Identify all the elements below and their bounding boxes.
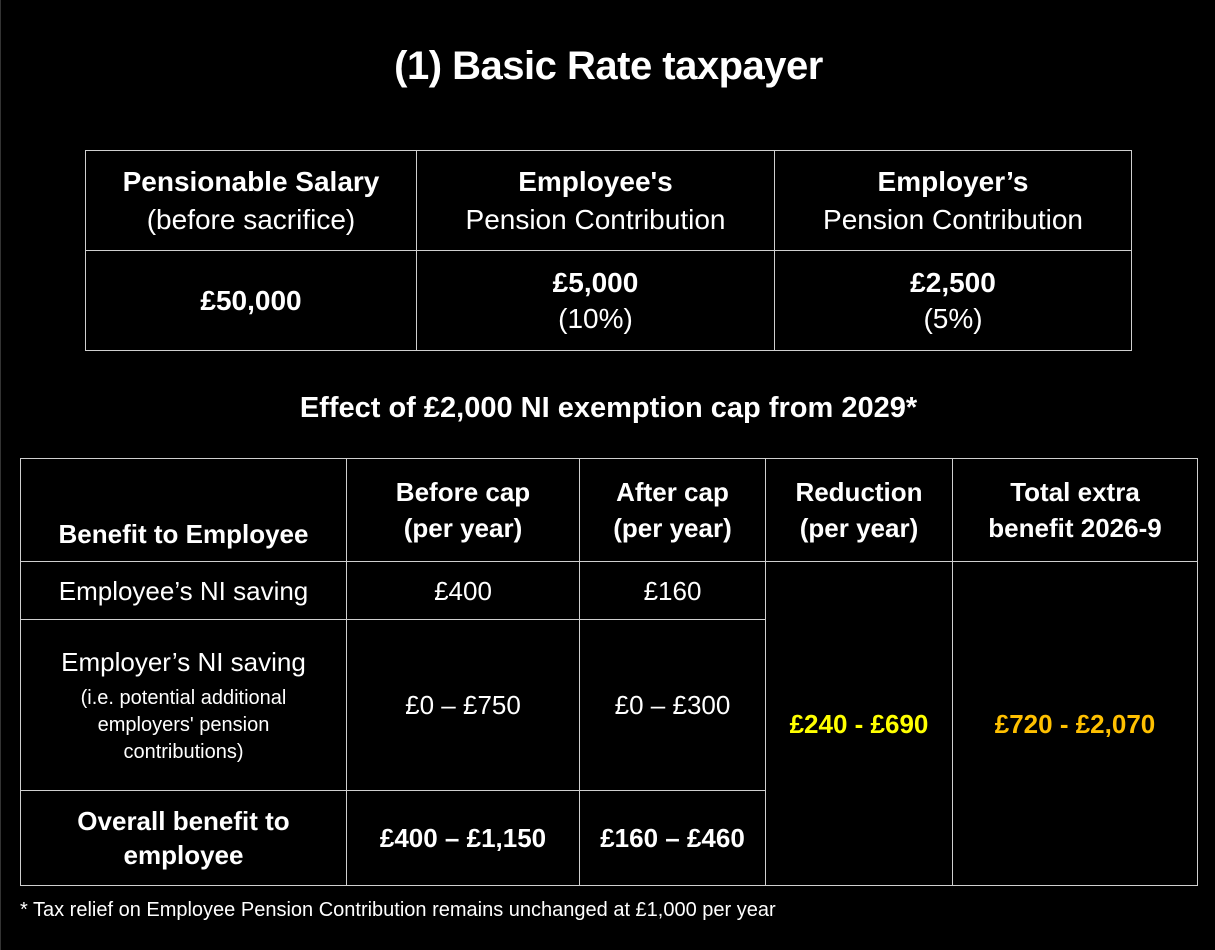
header-benefit-label: Benefit to Employee (58, 519, 309, 549)
total-extra-value: £720 - £2,070 (953, 562, 1198, 886)
before-cap-value: £0 – £750 (347, 620, 580, 791)
footnote: * Tax relief on Employee Pension Contribution remains unchanged at £1,000 per year (20, 899, 776, 921)
summary-header-row (86, 151, 1132, 251)
header-after-line2: (per year) (613, 513, 732, 543)
row-note: (i.e. potential additional employers' pension contributions) (80, 686, 287, 763)
row-label: Employee’s NI saving (21, 562, 347, 620)
employer-contribution-pct: (5%) (923, 302, 983, 334)
table-row (21, 562, 1198, 620)
employer-contribution-amount: £2,500 (910, 266, 996, 298)
header-reduction-line2: (per year) (799, 513, 919, 543)
employee-contribution-amount: £5,000 (552, 266, 639, 298)
salary-value (86, 251, 417, 351)
row-label-cell (21, 620, 347, 791)
employee-contribution-value (417, 251, 775, 351)
before-cap-value: £400 – £1,150 (347, 791, 580, 886)
row-label: Employer’s NI saving (61, 646, 306, 677)
header-salary-sub: (before sacrifice) (146, 203, 356, 235)
after-cap-value: £160 (580, 562, 766, 620)
header-total-extra (953, 459, 1198, 562)
header-employee-title: Employee's (518, 165, 673, 197)
header-salary-title: Pensionable Salary (122, 165, 380, 197)
row-label: Overall benefit to employee (21, 791, 347, 886)
summary-table (85, 150, 1132, 351)
summary-value-row (86, 251, 1132, 351)
section-subtitle: Effect of £2,000 NI exemption cap from 2029* (299, 392, 918, 424)
header-after-line1: After cap (616, 477, 729, 507)
header-employer-title: Employer’s (877, 165, 1029, 197)
header-reduction (766, 459, 953, 562)
after-cap-value: £0 – £300 (580, 620, 766, 791)
header-reduction-line1: Reduction (795, 477, 923, 507)
header-before-line1: Before cap (395, 477, 531, 507)
reduction-value: £240 - £690 (766, 562, 953, 886)
header-salary (86, 151, 417, 251)
header-employer-sub: Pension Contribution (823, 203, 1083, 235)
header-benefit (21, 459, 347, 562)
header-after-cap (580, 459, 766, 562)
header-employee-sub: Pension Contribution (465, 203, 726, 235)
page-title: (1) Basic Rate taxpayer (394, 44, 823, 88)
effect-table (20, 458, 1198, 886)
header-total-line2: benefit 2026-9 (988, 513, 1162, 543)
header-total-line1: Total extra (1010, 477, 1140, 507)
employee-contribution-pct: (10%) (558, 302, 633, 334)
header-employer-contribution (775, 151, 1132, 251)
before-cap-value: £400 (347, 562, 580, 620)
header-before-line2: (per year) (403, 513, 523, 543)
header-before-cap (347, 459, 580, 562)
effect-header-row (21, 459, 1198, 562)
employer-contribution-value (775, 251, 1132, 351)
salary-amount: £50,000 (200, 284, 302, 316)
after-cap-value: £160 – £460 (580, 791, 766, 886)
header-employee-contribution (417, 151, 775, 251)
